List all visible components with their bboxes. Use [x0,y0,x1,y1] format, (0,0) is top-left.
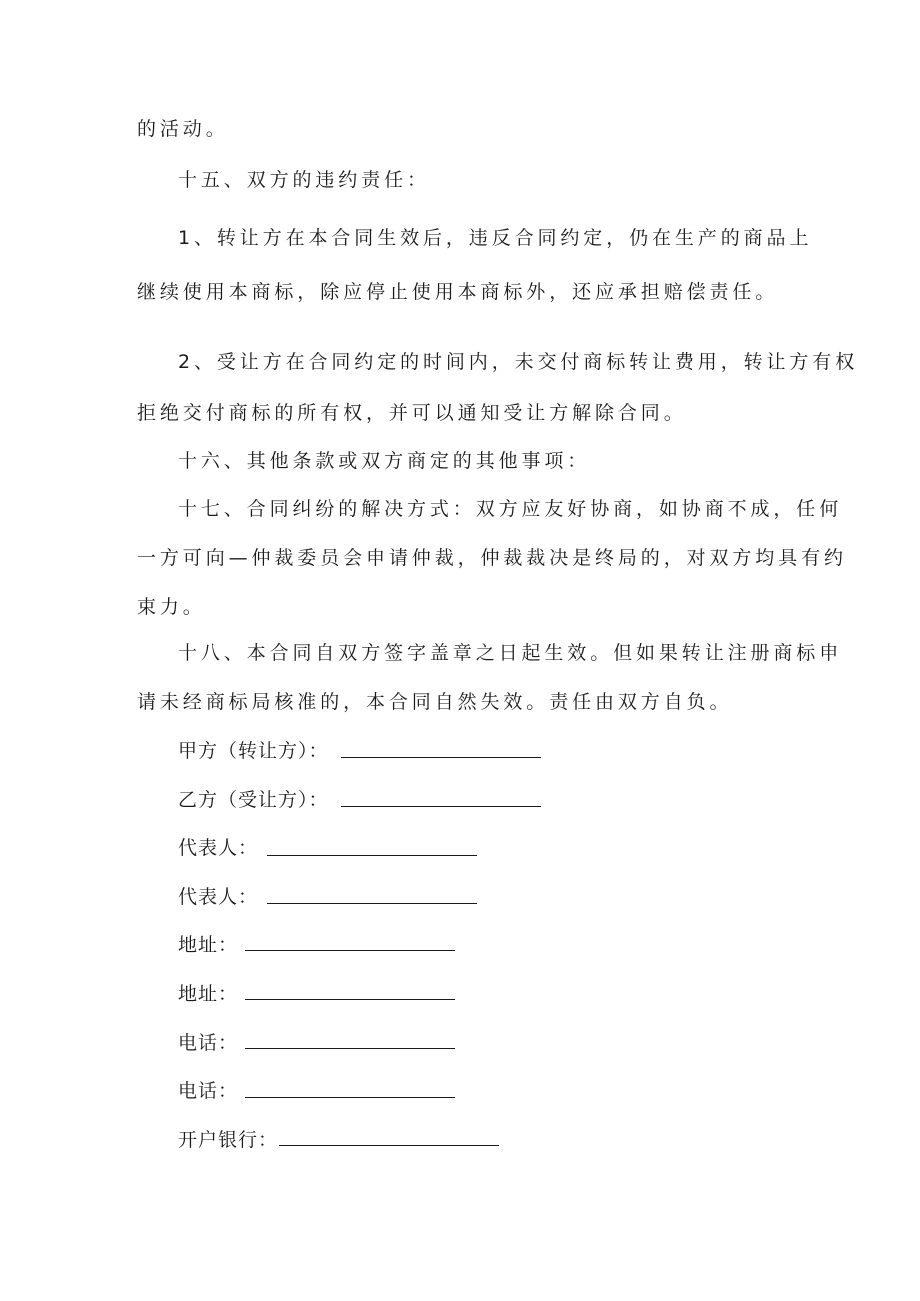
representative-a-blank[interactable] [267,855,477,856]
party-b-label: 乙方（受让方）： [178,789,329,811]
bank-label: 开户银行： [178,1129,279,1151]
text-line: 1、转让方在本合同生效后，违反合同约定，仍在生产的商品上 [178,227,813,249]
address-a-label: 地址： [178,934,239,956]
text-line: 一方可向—仲裁委员会申请仲裁，仲裁裁决是终局的，对双方均具有约 [137,547,847,569]
party-b-blank[interactable] [341,806,541,807]
text-line: 2、受让方在合同约定的时间内，未交付商标转让费用，转让方有权 [178,351,859,373]
address-b-blank[interactable] [245,999,455,1000]
address-a-blank[interactable] [245,950,455,951]
text-line: 的活动。 [137,118,229,140]
text-line: 束力。 [137,596,206,618]
section-heading-16: 十六、其他条款或双方商定的其他事项： [178,450,591,472]
section-heading-18: 十八、本合同自双方签字盖章之日起生效。但如果转让注册商标申 [178,642,843,664]
representative-b-label: 代表人： [178,886,259,908]
party-a-label: 甲方（转让方）： [178,740,329,762]
text-line: 请未经商标局核准的，本合同自然失效。责任由双方自负。 [137,691,733,713]
representative-b-blank[interactable] [267,903,477,904]
text-line: 继续使用本商标，除应停止使用本商标外，还应承担赔偿责任。 [137,281,779,303]
bank-blank[interactable] [279,1145,499,1146]
representative-a-label: 代表人： [178,837,259,859]
phone-b-blank[interactable] [245,1097,455,1098]
phone-a-label: 电话： [178,1032,239,1054]
address-b-label: 地址： [178,983,239,1005]
phone-b-label: 电话： [178,1080,239,1102]
section-heading-15: 十五、双方的违约责任： [178,169,430,191]
section-heading-17: 十七、合同纠纷的解决方式：双方应友好协商，如协商不成，任何 [178,498,843,520]
party-a-blank[interactable] [341,757,541,758]
text-line: 拒绝交付商标的所有权，并可以通知受让方解除合同。 [137,402,687,424]
phone-a-blank[interactable] [245,1048,455,1049]
